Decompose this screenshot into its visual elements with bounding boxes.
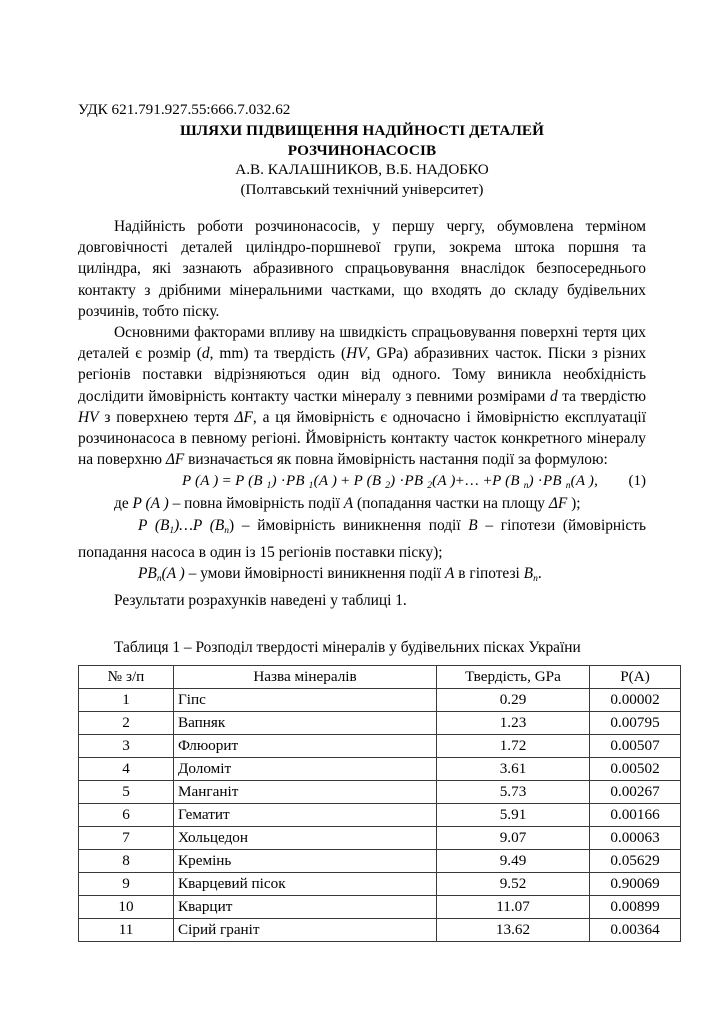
formula-number: (1) [628, 473, 646, 490]
def3-sub-n-2: n [533, 574, 538, 585]
page-title-line-2: РОЗЧИНОНАСОСІВ [287, 141, 437, 159]
def3-var-b: B [523, 565, 534, 583]
table-header-pa: P(A) [590, 665, 681, 688]
cell-hardness: 9.52 [437, 872, 590, 895]
table-row [79, 780, 681, 803]
cell-index: 3 [79, 734, 174, 757]
p2-text-b: , mm) та твердість ( [209, 345, 347, 363]
cell-mineral-name: Кремінь [174, 849, 437, 872]
cell-probability: 0.90069 [590, 872, 681, 895]
table-header-index: № з/п [79, 665, 174, 688]
table-header-row [79, 665, 681, 688]
p2-text-e: з поверхнею тертя [98, 408, 235, 426]
def2-var-b: B [468, 516, 478, 534]
definition-3 [78, 563, 646, 590]
cell-probability: 0.00502 [590, 757, 681, 780]
cell-hardness: 9.49 [437, 849, 590, 872]
cell-hardness: 5.73 [437, 780, 590, 803]
cell-mineral-name: Гіпс [174, 688, 437, 711]
formula-1 [78, 471, 646, 493]
cell-probability: 0.05629 [590, 849, 681, 872]
def3-text-e: . [537, 565, 542, 583]
cell-probability: 0.00507 [590, 734, 681, 757]
cell-probability: 0.00364 [590, 918, 681, 941]
cell-index: 4 [79, 757, 174, 780]
cell-index: 11 [79, 918, 174, 941]
formula-expression: P (A ) = P (B $_1$) ·PB $_1$(A ) + P (B $_2$) ·PB $_2$(A )+… +P (B $_n$) ·PB $_n$(A ), [182, 473, 599, 492]
variable-delta-f-2: ΔF [165, 451, 185, 469]
table-row [79, 895, 681, 918]
def2-symbol-a: P (B [138, 516, 170, 534]
cell-hardness: 9.07 [437, 826, 590, 849]
cell-probability: 0.00166 [590, 803, 681, 826]
cell-hardness: 13.62 [437, 918, 590, 941]
page-title-line-1: ШЛЯХИ ПІДВИЩЕННЯ НАДІЙНОСТІ ДЕТАЛЕЙ [179, 122, 545, 139]
cell-mineral-name: Сірий граніт [174, 918, 437, 941]
cell-probability: 0.00002 [590, 688, 681, 711]
cell-probability: 0.00899 [590, 895, 681, 918]
def3-text-d: в гіпотезі [454, 565, 524, 583]
cell-hardness: 3.61 [437, 757, 590, 780]
def3-sub-n: n [156, 574, 162, 585]
cell-mineral-name: Флюорит [174, 734, 437, 757]
cell-mineral-name: Кварцит [174, 895, 437, 918]
cell-hardness: 5.91 [437, 803, 590, 826]
table-row [79, 803, 681, 826]
cell-index: 5 [79, 780, 174, 803]
def2-sub-n: n [224, 525, 230, 536]
table-body [79, 688, 681, 941]
table-row [79, 734, 681, 757]
def3-text-c: – умови ймовірності виникнення події [184, 565, 446, 583]
cell-mineral-name: Гематит [174, 803, 437, 826]
udk-code: УДК 621.791.927.55:666.7.032.62 [78, 101, 291, 118]
variable-d-1: d [201, 345, 210, 363]
minerals-hardness-table [78, 665, 681, 942]
p2-text-c: , GPa) абразивних часток. Піски з різних регіонів поставки відрізняються один від одного. Тому виникла необхідність дослідити ймовірність контакту частки мінералу з певними розмірами [78, 345, 647, 405]
body-paragraph-1: Надійність роботи розчинонасосів, у першу чергу, обумовлена терміном довговічності деталей циліндро-поршневої групи, зокрема штока поршня та циліндра, які зазнають абразивного спрацьовування внаслідок безпосереднього контакту з дрібними мінеральними частками, що входять до складу будівельних розчинів, тобто піску. [78, 218, 646, 320]
def3-var-a: A [445, 565, 455, 583]
cell-index: 8 [79, 849, 174, 872]
def2-sub-1: 1 [169, 525, 175, 536]
cell-index: 1 [79, 688, 174, 711]
body-paragraph-2 [78, 322, 646, 470]
cell-hardness: 1.23 [437, 711, 590, 734]
table-header-mineral: Назва мінералів [174, 665, 437, 688]
def2-text-c: ) – ймовірність виникнення події [229, 516, 469, 534]
table-row [79, 688, 681, 711]
def1-var-a: A [343, 495, 354, 513]
def1-text-d: ); [567, 495, 581, 513]
page-content [78, 100, 660, 942]
table-header-hardness: Твердість, GPa [437, 665, 590, 688]
variable-d-2: d [549, 387, 558, 405]
table-row [79, 849, 681, 872]
cell-index: 7 [79, 826, 174, 849]
def2-text-d: – гіпотези (ймовірність попадання насоса в один із 15 регіонів поставки піску); [78, 516, 646, 561]
cell-mineral-name: Доломіт [174, 757, 437, 780]
cell-probability: 0.00063 [590, 826, 681, 849]
cell-probability: 0.00795 [590, 711, 681, 734]
p2-text-f: , а ця ймовірність є одночасно і ймовірністю експлуатації розчинонасоса в певному регіоні. Ймовірність контакту часток конкретного мінералу на поверхню [78, 408, 646, 469]
cell-hardness: 1.72 [437, 734, 590, 757]
def2-symbol-b: )…P (B [174, 516, 225, 534]
cell-hardness: 11.07 [437, 895, 590, 918]
table-row [79, 711, 681, 734]
results-sentence: Результати розрахунків наведені у таблиці 1. [114, 592, 407, 610]
cell-index: 9 [79, 872, 174, 895]
variable-hv-1: HV [346, 345, 367, 363]
table-row [79, 757, 681, 780]
cell-index: 10 [79, 895, 174, 918]
p2-text-a: Основними факторами впливу на швидкість спрацьовування поверхні тертя цих деталей є розмір ( [78, 324, 646, 363]
def3-symbol-b: (A ) [161, 565, 185, 583]
cell-probability: 0.00267 [590, 780, 681, 803]
def1-text-c: (попадання частки на площу [353, 495, 549, 513]
def3-symbol-a: PB [138, 565, 157, 583]
table-caption: Таблиця 1 – Розподіл твердості мінералів у будівельних пісках України [114, 639, 581, 657]
table-row [79, 826, 681, 849]
cell-mineral-name: Кварцевий пісок [174, 872, 437, 895]
definition-2 [78, 515, 646, 563]
cell-mineral-name: Хольцедон [174, 826, 437, 849]
cell-hardness: 0.29 [437, 688, 590, 711]
table-row [79, 918, 681, 941]
cell-index: 6 [79, 803, 174, 826]
def1-text-b: – повна ймовірність події [168, 495, 344, 513]
cell-index: 2 [79, 711, 174, 734]
def1-var-delta-f: ΔF [548, 495, 568, 513]
affiliation: (Полтавський технічний університет) [240, 181, 484, 198]
def1-lead: де [114, 495, 133, 513]
table-row [79, 872, 681, 895]
authors: А.В. КАЛАШНИКОВ, В.Б. НАДОБКО [235, 161, 489, 178]
cell-mineral-name: Вапняк [174, 711, 437, 734]
def1-symbol: P (A ) [132, 495, 169, 513]
p2-text-g: визначається як повна ймовірність настання події за формулою: [184, 451, 608, 469]
variable-hv-2: HV [78, 408, 99, 426]
p2-text-d: та твердістю [557, 387, 646, 405]
variable-delta-f-1: ΔF [234, 408, 253, 426]
cell-mineral-name: Манганіт [174, 780, 437, 803]
